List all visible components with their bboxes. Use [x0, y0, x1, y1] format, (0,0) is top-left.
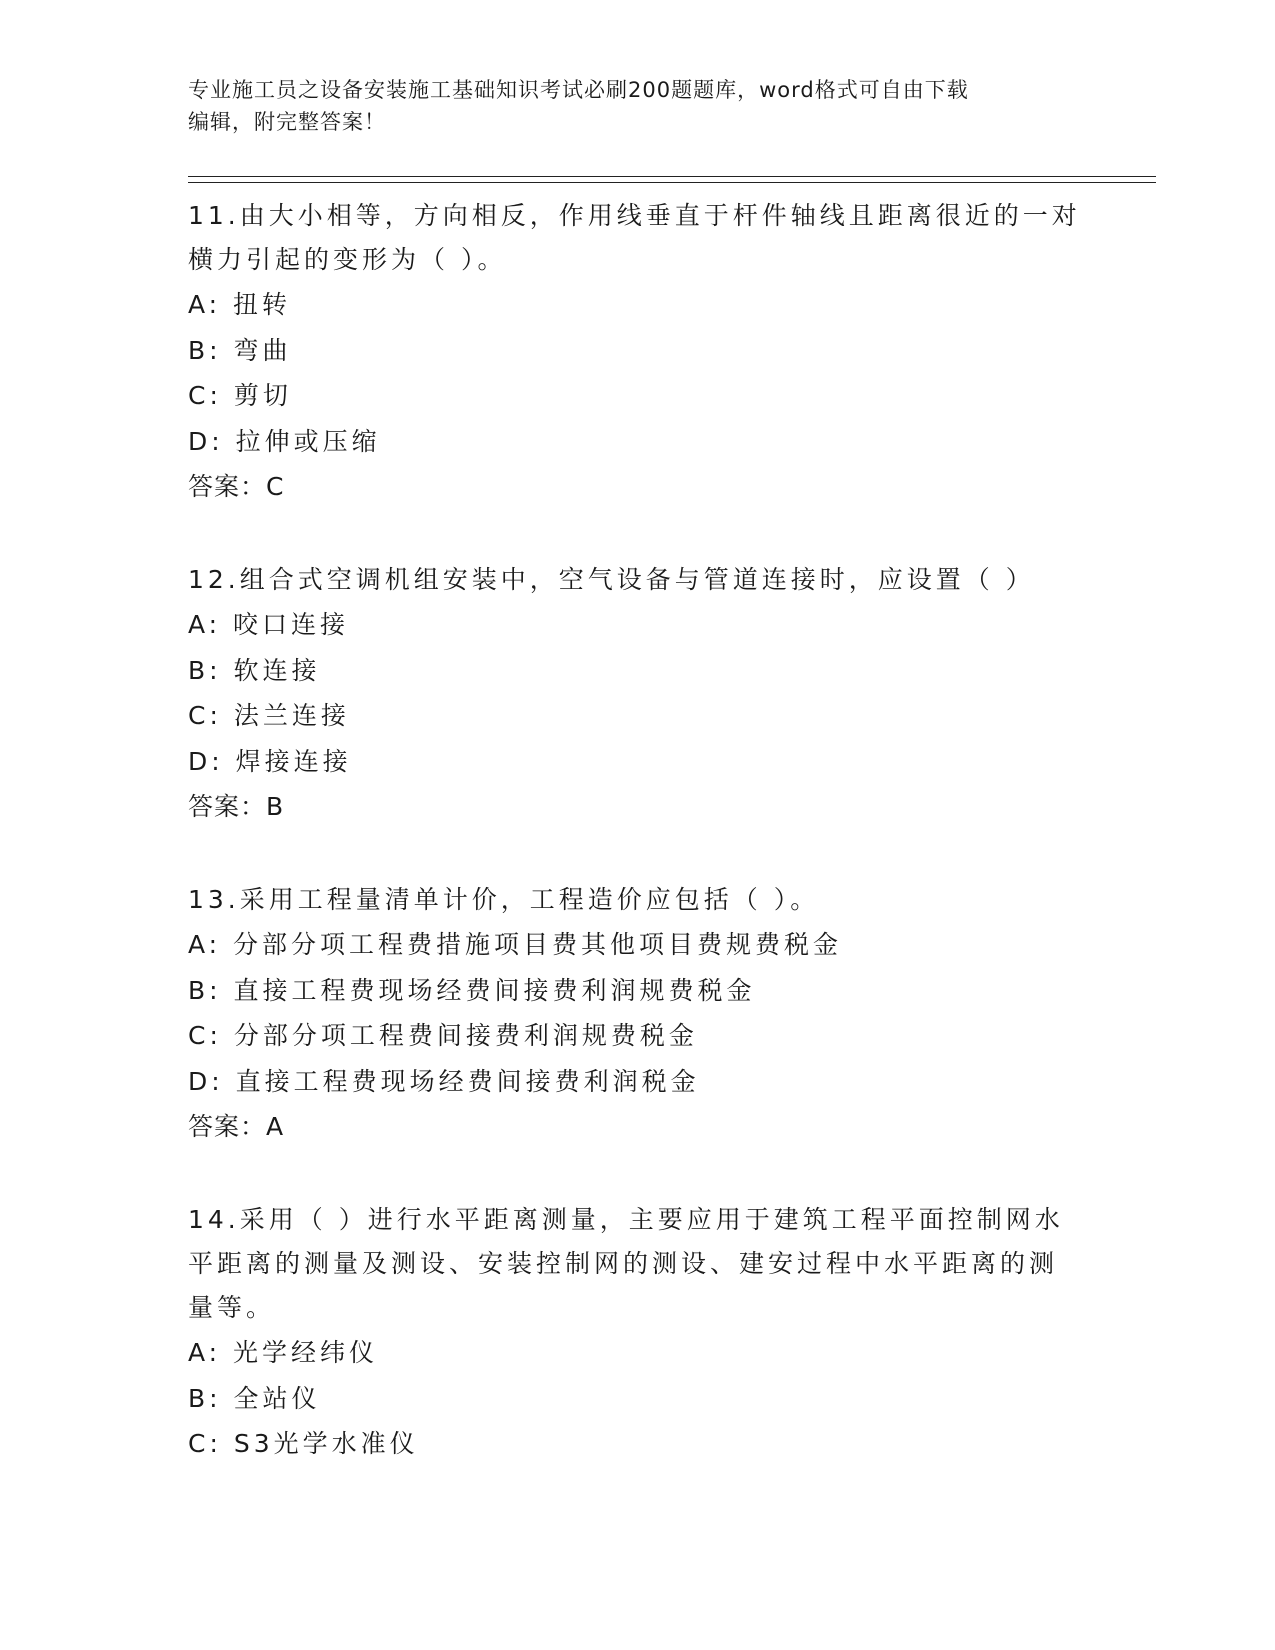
option-c: C: 分部分项工程费间接费利润规费税金 [188, 1021, 698, 1050]
option-c: C: 法兰连接 [188, 701, 350, 730]
question-stem-line: 11.由大小相等，方向相反，作用线垂直于杆件轴线且距离很近的一对 [188, 201, 1081, 230]
question-11 [188, 194, 1088, 509]
option-b: B: 全站仪 [188, 1383, 321, 1413]
option-d: D: 直接工程费现场经费间接费利润税金 [188, 1066, 700, 1096]
question-spacer [188, 829, 1088, 874]
option-d: D: 焊接连接 [188, 746, 352, 776]
header-divider-bottom [188, 182, 1156, 183]
header-line-1: 专业施工员之设备安装施工基础知识考试必刷200题题库，word格式可自由下载 [188, 78, 969, 102]
question-12 [188, 558, 1088, 829]
option-c: C: S3光学水准仪 [188, 1429, 419, 1458]
option-c: C: 剪切 [188, 381, 292, 410]
answer-label: 答案：B [188, 792, 285, 821]
option-d: D: 拉伸或压缩 [188, 426, 381, 456]
option-b: B: 软连接 [188, 655, 321, 685]
question-stem [188, 1198, 1088, 1330]
document-header [188, 74, 1088, 138]
question-spacer [188, 509, 1088, 554]
answer-label: 答案：A [188, 1112, 285, 1141]
question-stem-line: 量等。 [188, 1293, 276, 1322]
option-b: B: 直接工程费现场经费间接费利润规费税金 [188, 975, 756, 1005]
question-stem-line: 平距离的测量及测设、安装控制网的测设、建安过程中水平距离的测 [188, 1249, 1059, 1278]
question-stem-line: 12.组合式空调机组安装中，空气设备与管道连接时，应设置（ ） [188, 565, 1035, 594]
question-stem-line: 横力引起的变形为（ ）。 [188, 245, 507, 274]
option-a: A: 分部分项工程费措施项目费其他项目费规费税金 [188, 930, 843, 959]
option-a: A: 光学经纬仪 [188, 1338, 379, 1367]
question-list [188, 190, 1088, 1467]
header-divider-top [188, 176, 1156, 177]
question-stem-line: 13.采用工程量清单计价，工程造价应包括（ ）。 [188, 885, 820, 914]
question-stem-line: 14.采用（ ）进行水平距离测量，主要应用于建筑工程平面控制网水 [188, 1205, 1064, 1234]
question-14 [188, 1198, 1088, 1467]
answer-label: 答案：C [188, 472, 285, 501]
question-13 [188, 878, 1088, 1149]
option-b: B: 弯曲 [188, 335, 292, 365]
question-stem [188, 558, 1088, 602]
question-spacer [188, 1149, 1088, 1194]
option-a: A: 咬口连接 [188, 610, 350, 639]
question-stem [188, 878, 1088, 922]
header-line-2: 编辑，附完整答案！ [188, 110, 386, 134]
option-a: A: 扭转 [188, 290, 292, 319]
question-stem [188, 194, 1088, 282]
